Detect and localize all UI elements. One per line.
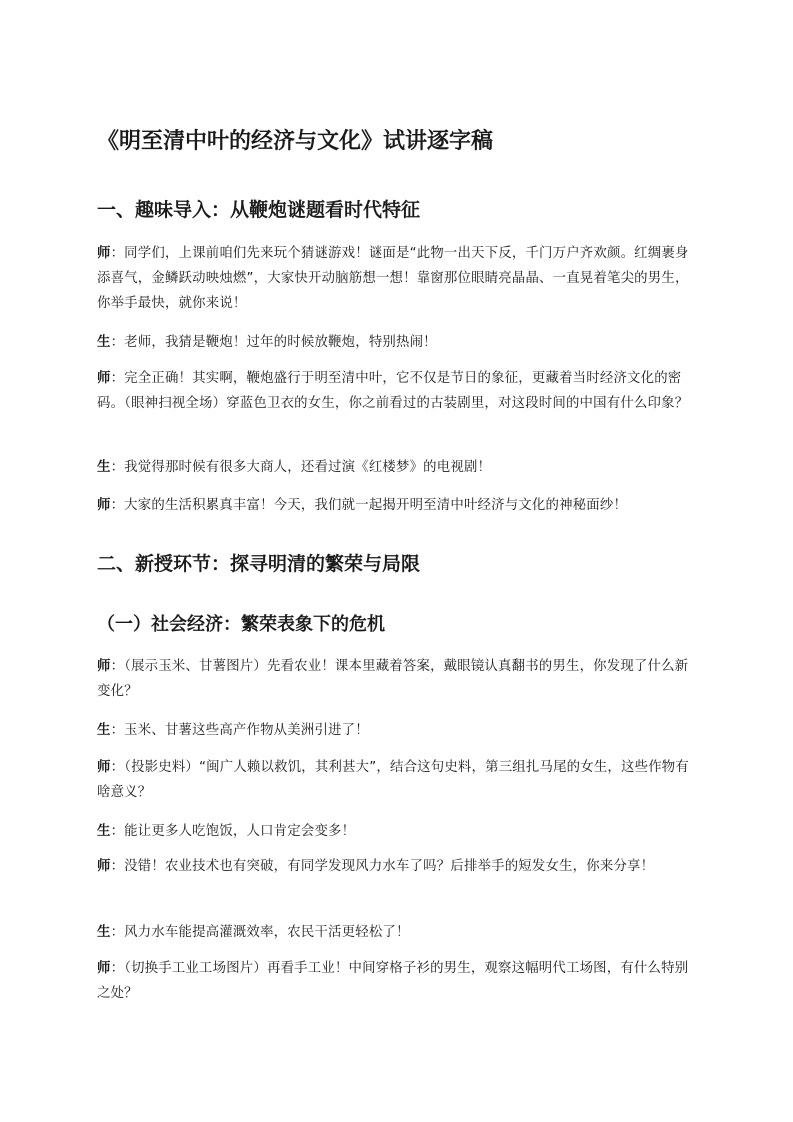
dialogue-line (97, 920, 701, 945)
dialogue-text: ：老师，我猜是鞭炮！过年的时候放鞭炮，特别热闹！ (110, 335, 437, 350)
speaker-label: 生 (97, 460, 111, 475)
dialogue-line (97, 366, 701, 416)
dialogue-text: ：我觉得那时候有很多大商人，还看过演《红楼梦》的电视剧！ (110, 460, 492, 475)
dialogue-line (97, 493, 701, 518)
dialogue-text: ：同学们，上课前咱们先来玩个猜谜游戏！谜面是“此物一出天下反，千门万户齐欢颜。红绸裹身添喜气，金鳞跃动映烛燃”，大家快开动脑筋想一想！靠窗那位眼睛亮晶晶、一直晃着笔尖的男生，你举手最快，就你来说！ (97, 246, 689, 311)
speaker-label: 师 (97, 371, 111, 386)
dialogue-text: ：（切换手工业工场图片）再看手工业！中间穿格子衫的男生，观察这幅明代工场图，有什么特别之处？ (97, 961, 689, 1001)
section-heading-2: 二、新授环节：探寻明清的繁荣与局限 (97, 553, 421, 575)
dialogue-text: ：风力水车能提高灌溉效率，农民干活更轻松了！ (110, 925, 410, 940)
speaker-label: 师 (97, 246, 111, 261)
speaker-label: 师 (97, 760, 111, 775)
speaker-label: 师 (97, 659, 111, 674)
dialogue-text: ：（投影史料）“闽广人赖以救饥，其利甚大”，结合这句史料，第三组扎马尾的女生，这些作物有啥意义？ (97, 760, 689, 800)
dialogue-line (97, 819, 701, 844)
dialogue-text: ：大家的生活积累真丰富！今天，我们就一起揭开明至清中叶经济与文化的神秘面纱！ (110, 498, 628, 513)
dialogue-text: ：玉米、甘薯这些高产作物从美洲引进了！ (110, 723, 369, 738)
dialogue-line (97, 330, 701, 355)
dialogue-text: ：能让更多人吃饱饭，人口肯定会变多！ (110, 824, 356, 839)
speaker-label: 师 (97, 859, 111, 874)
dialogue-text: ：完全正确！其实啊，鞭炮盛行于明至清中叶，它不仅是节日的象征，更藏着当时经济文化的密码。（眼神扫视全场）穿蓝色卫衣的女生，你之前看过的古装剧里，对这段时间的中国有什么印象？ (97, 371, 689, 411)
dialogue-line (97, 854, 701, 879)
dialogue-line (97, 956, 701, 1006)
dialogue-line (97, 241, 701, 316)
dialogue-line (97, 718, 701, 743)
dialogue-line (97, 654, 701, 704)
page-title: 《明至清中叶的经济与文化》试讲逐字稿 (97, 129, 494, 154)
subsection-heading: （一）社会经济：繁荣表象下的危机 (97, 614, 385, 635)
speaker-label: 师 (97, 498, 111, 513)
speaker-label: 生 (97, 723, 111, 738)
section-heading-1: 一、趣味导入：从鞭炮谜题看时代特征 (97, 199, 421, 221)
dialogue-line (97, 755, 701, 805)
speaker-label: 生 (97, 824, 111, 839)
dialogue-text: ：没错！农业技术也有突破，有同学发现风力水车了吗？后排举手的短发女生，你来分享！ (110, 859, 655, 874)
speaker-label: 师 (97, 961, 111, 976)
dialogue-text: ：（展示玉米、甘薯图片）先看农业！课本里藏着答案，戴眼镜认真翻书的男生，你发现了什么新变化？ (97, 659, 689, 699)
dialogue-line (97, 455, 701, 480)
speaker-label: 生 (97, 335, 111, 350)
speaker-label: 生 (97, 925, 111, 940)
